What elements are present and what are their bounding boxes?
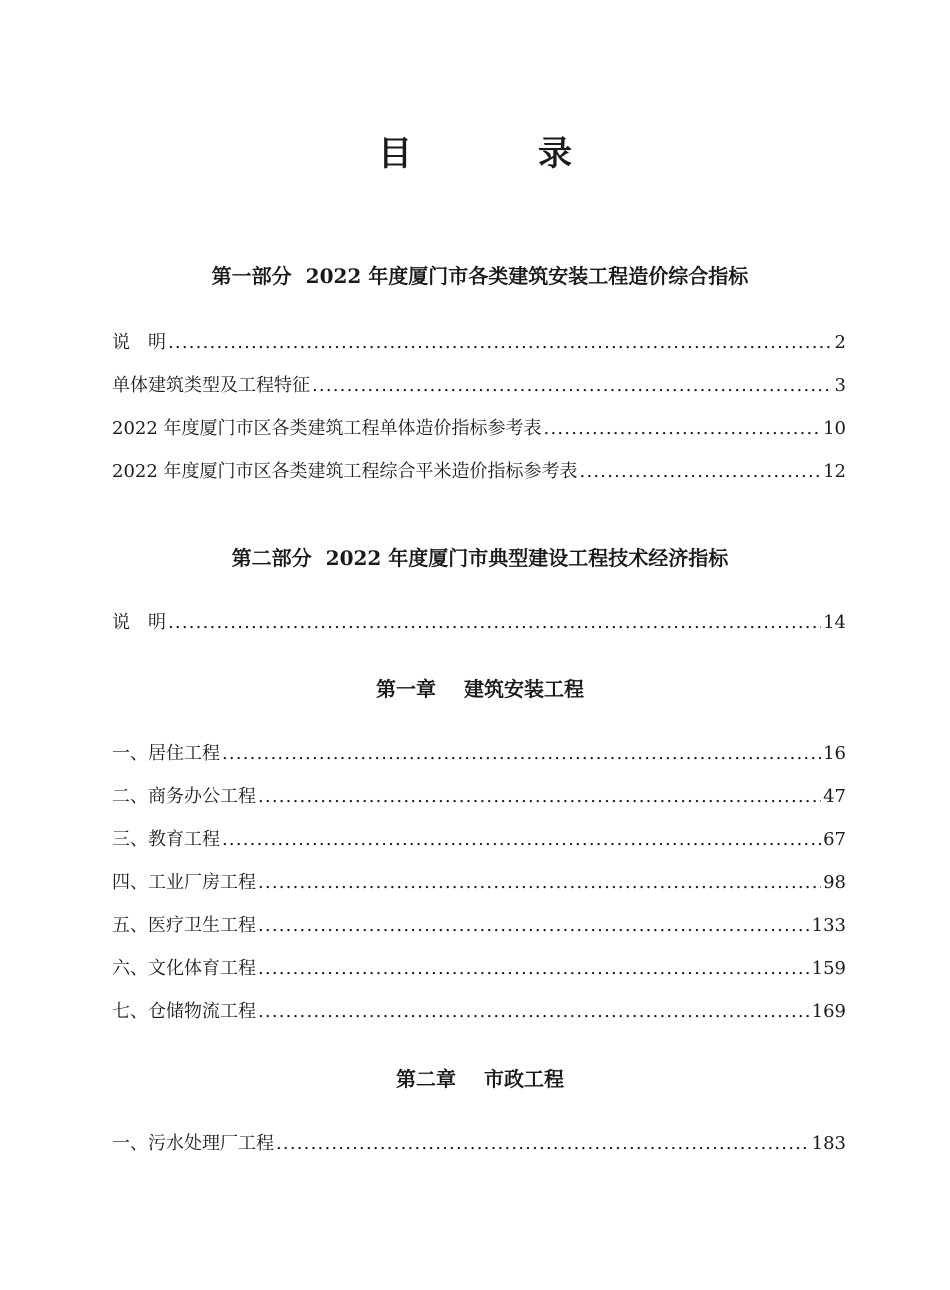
toc-entry-label: 六、文化体育工程	[112, 958, 256, 979]
toc-entry-page: 10	[823, 418, 846, 439]
toc-leader	[276, 1129, 810, 1159]
toc-entry[interactable]	[112, 997, 846, 1027]
part-one-label: 第一部分	[211, 264, 292, 288]
toc-entry[interactable]	[112, 868, 846, 898]
toc-entry[interactable]	[112, 911, 846, 941]
toc-entry-label: 单体建筑类型及工程特征	[112, 375, 310, 396]
toc-entry-page: 12	[823, 461, 846, 482]
toc-entry[interactable]	[112, 328, 846, 358]
toc-leader	[168, 608, 821, 638]
toc-entry-page: 169	[811, 1001, 846, 1022]
toc-leader	[258, 868, 821, 898]
toc-leader	[222, 825, 821, 855]
toc-entry-label: 说 明	[112, 332, 166, 353]
toc-entry-page: 2	[834, 332, 846, 353]
toc-leader	[168, 328, 833, 358]
toc-entry-label: 一、污水处理厂工程	[112, 1133, 274, 1154]
toc-entry-page: 67	[823, 829, 846, 850]
chapter-one-title: 建筑安装工程	[464, 677, 584, 701]
chapter-one-heading	[0, 674, 950, 704]
toc-entry-page: 133	[811, 915, 846, 936]
toc-leader	[580, 457, 822, 487]
toc-leader	[258, 997, 810, 1027]
toc-entry-label: 说 明	[112, 612, 166, 633]
toc-entry[interactable]	[112, 608, 846, 638]
toc-entry-label: 2022 年度厦门市区各类建筑工程单体造价指标参考表	[112, 418, 542, 439]
toc-entry-page: 159	[811, 958, 846, 979]
toc-leader	[258, 782, 821, 812]
toc-leader	[312, 371, 833, 401]
part-two-label: 第二部分	[231, 546, 312, 570]
toc-entry[interactable]	[112, 414, 846, 444]
toc-entry[interactable]	[112, 457, 846, 487]
toc-entry-label: 四、工业厂房工程	[112, 872, 256, 893]
part-one-title: 2022 年度厦门市各类建筑安装工程造价综合指标	[305, 264, 749, 288]
toc-leader	[222, 739, 821, 769]
toc-entry[interactable]	[112, 954, 846, 984]
toc-leader	[258, 954, 810, 984]
chapter-two-heading	[0, 1064, 950, 1094]
toc-entry-page: 183	[811, 1133, 846, 1154]
chapter-one-label: 第一章	[376, 677, 436, 701]
part-two-heading	[0, 543, 950, 573]
page-title: 目 录	[378, 134, 618, 174]
toc-entry-label: 二、商务办公工程	[112, 786, 256, 807]
toc-entry-label: 2022 年度厦门市区各类建筑工程综合平米造价指标参考表	[112, 461, 578, 482]
toc-entry-page: 3	[834, 375, 846, 396]
chapter-two-title: 市政工程	[484, 1067, 564, 1091]
toc-leader	[258, 911, 810, 941]
toc-entry[interactable]	[112, 825, 846, 855]
toc-entry[interactable]	[112, 739, 846, 769]
toc-leader	[544, 414, 822, 444]
toc-entry[interactable]	[112, 782, 846, 812]
toc-entry-label: 七、仓储物流工程	[112, 1001, 256, 1022]
part-two-title: 2022 年度厦门市典型建设工程技术经济指标	[325, 546, 729, 570]
toc-entry-page: 98	[823, 872, 846, 893]
toc-entry[interactable]	[112, 1129, 846, 1159]
part-one-heading	[0, 261, 950, 291]
toc-entry-page: 14	[823, 612, 846, 633]
toc-entry-label: 一、居住工程	[112, 743, 220, 764]
toc-entry-label: 三、教育工程	[112, 829, 220, 850]
toc-entry[interactable]	[112, 371, 846, 401]
chapter-two-label: 第二章	[396, 1067, 456, 1091]
toc-entry-label: 五、医疗卫生工程	[112, 915, 256, 936]
toc-entry-page: 16	[823, 743, 846, 764]
toc-entry-page: 47	[823, 786, 846, 807]
